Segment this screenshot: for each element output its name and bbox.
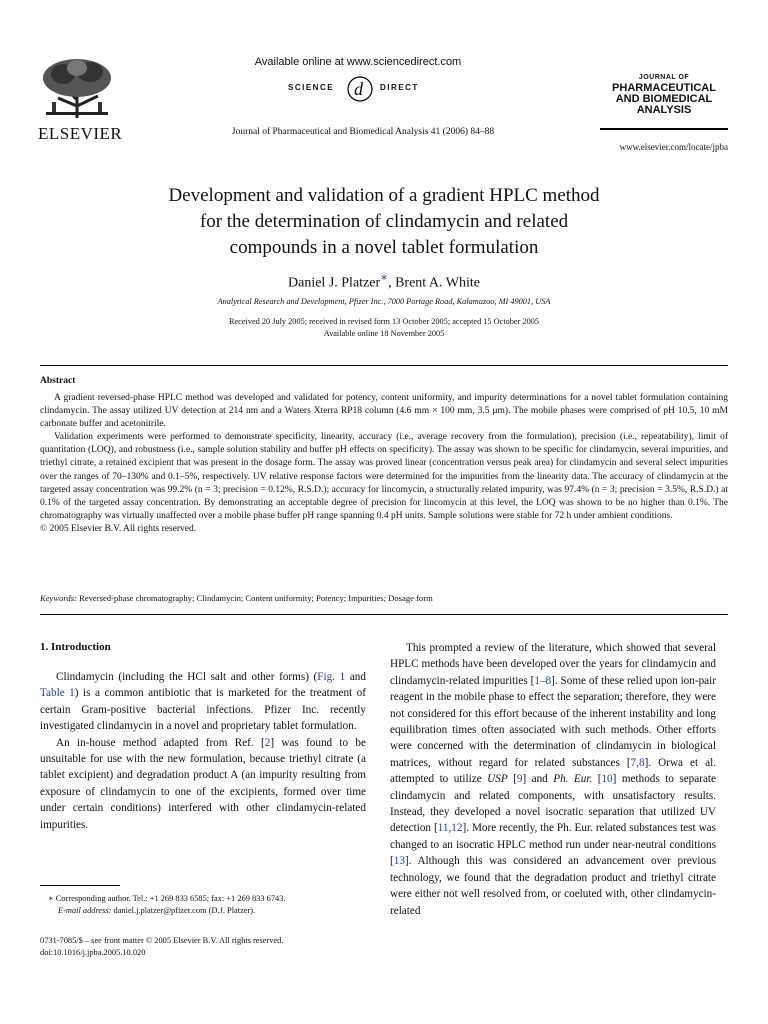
intro-p2-text-a: An in-house method adapted from Ref. [ [56,736,265,749]
ref-7-8-link[interactable]: 7,8 [630,756,645,769]
journal-name-line2: AND BIOMEDICAL [615,93,713,105]
issn-doi [40,935,370,959]
keywords-label: Keywords: [40,593,77,603]
sd-right-text: DIRECT [380,83,419,92]
article-title [60,183,708,261]
journal-name-rule [600,128,728,130]
ref-1-8-link[interactable]: 1–8 [534,674,552,687]
keywords-text: Reversed-phase chromatography; Clindamycin; Content uniformity; Potency; Impurities; Dosage form [79,593,433,603]
journal-name-line1: PHARMACEUTICAL [612,82,716,94]
abstract-paragraph-2: Validation experiments were performed to demonstrate specificity, linearity, accuracy (i.e., average recovery from the formulation), precision (i.e., repeatability), limit of quantitation (LOQ), and robustness (i.e., sample solution stability and buffer pH effects on specificity). The assay was shown to be specific for clindamycin, several impurities, and triethyl citrate, a retained excipient that was present in the dosage form. The assay was proved linear (concentration versus peak area) for clindamycin and several select impurities over the ranges of 70–130% and 0.1–5%, respectively. UV relative response factors were determined for the impurities from the linearity data. The accuracy of clindamycin at the targeted assay concentration was 99.2% (n = 3; precision = 0.12%, R.S.D.); accuracy for lincomycin, a structurally related impurity, was 97.4% (n = 3; precision = 3.5%, R.S.D.) at 0.1% of the targeted assay concentration. By demonstrating an acceptable degree of precision for lincomycin at this level, the LOQ was shown to be no higher than 0.1%. The chromatography was virtually unaffected over a mobile phase buffer pH range spanning 0.4 pH units. Sample solutions were stable for 72 h under ambient conditions. [40,432,728,521]
intro-paragraph-2 [40,735,366,833]
table-1-link[interactable]: Table 1 [40,687,75,700]
abstract-body [40,392,728,536]
ref-11-12-link[interactable]: 11,12 [437,822,463,835]
sciencedirect-d-icon [346,75,374,103]
c2-text-a: This prompted a review of the literature, which showed that several HPLC methods have been developed over the years for clindamycin and clindamycin-related impurities [ [390,642,716,687]
journal-name-block [600,72,728,116]
corresponding-author-note: ∗ Corresponding author. Tel.: +1 269 833 6585; fax: +1 269 833 6743. [48,894,286,903]
ref-10-link[interactable]: 10 [601,773,613,786]
c2-text-c: ]. Orwa et al. attempted to utilize [390,756,716,786]
email-note [48,905,368,917]
author-2: Brent A. White [395,275,480,291]
c2-text-h: ]. More recently, the Ph. Eur. related substances test was changed to an isocratic HPLC method run under near-neutral conditions [ [390,822,716,868]
received-dates: Received 20 July 2005; received in revised form 13 October 2005; accepted 15 October 2005 [228,317,540,326]
fig-1-link[interactable]: Fig. 1 [317,671,346,683]
affiliation: Analytical Research and Development, Pfizer Inc., 7000 Portage Road, Kalamazoo, MI 49001, USA [217,297,551,306]
column-2-text [390,640,716,919]
section-heading-introduction: 1. Introduction [40,641,111,653]
journal-name-top: JOURNAL OF [638,74,690,81]
title-line-2: for the determination of clindamycin and related [199,211,569,232]
abstract-paragraph-1: A gradient reversed-phase HPLC method was developed and validated for potency, content uniformity, and impurity determinations for a novel tablet formulation containing clindamycin. The assay utilized UV detection at 214 nm and a Waters Xterra RP18 column (4.6 mm × 100 mm, 3.5 μm). The mobile phases were comprised of pH 10.5, 10 mM carbonate buffer and acetonitrile. [40,393,728,430]
c2-text-e: ] and [522,773,554,786]
c2-text-f: [ [592,773,602,786]
email-label: E-mail address: [58,906,112,915]
abstract-copyright: © 2005 Elsevier B.V. All rights reserved. [40,523,197,534]
footnote [48,893,368,917]
column-1-text [40,669,366,833]
keywords-bottom-rule [40,614,728,615]
svg-text:d: d [354,79,363,99]
email-address[interactable]: daniel.j.platzer@pfizer.com (D.J. Platzer). [111,906,256,915]
intro-paragraph-1 [40,669,366,735]
corresponding-mark[interactable]: ∗ [380,271,389,284]
abstract-heading: Abstract [40,376,76,386]
keywords [40,593,728,603]
c2-text-g: ] methods to separate clindamycin and related components, with unsatisfactory results. Instead, they developed a novel isocratic separation that utilized UV detection [ [390,773,716,835]
intro-paragraph-3 [390,640,716,919]
ref-13-link[interactable]: 13 [393,855,405,868]
available-online: Available online at www.sciencedirect.com [254,56,462,68]
sd-left-text: SCIENCE [288,83,335,92]
c2-text-i: ]. Although this was considered an advancement over previous technology, we found that the degradation product and triethyl citrate were either not well resolved from, or coeluted with, other clindamycin-related [390,855,716,917]
authors [60,270,708,292]
abstract-top-rule [40,365,728,366]
journal-reference: Journal of Pharmaceutical and Biomedical Analysis 41 (2006) 84–88 [231,127,495,137]
author-1: Daniel J. Platzer [288,275,381,291]
ref-2-link[interactable]: 2 [264,736,271,749]
available-date: Available online 18 November 2005 [323,329,445,338]
c2-text-d: [ [507,773,517,786]
publisher-name: ELSEVIER [38,124,123,143]
doi-line[interactable]: doi:10.1016/j.jpba.2005.10.020 [40,948,146,957]
ref-9-link[interactable]: 9 [516,773,523,786]
issn-line: 0731-7085/$ – see front matter © 2005 Elsevier B.V. All rights reserved. [40,936,284,945]
intro-p2-text-b: ] was found to be unsuitable for use with the new formulation, because triethyl citrate (a tablet excipient) and degradation product A (an impurity resulting from exposure of clindamycin to one of the excipients, formed over time under certain conditions) interfered with other clindamycin-related impurities. [40,736,366,831]
c2-text-b: ]. Some of these relied upon ion-pair reagent in the mobile phase to effect the separation; therefore, they were not considered for this effort because of the inherent instability and long equilibration times often associated with such methods. Other efforts were concerned with the determination of clindamycin in biological matrices, without regard for related substances [ [390,674,716,769]
article-dates [60,316,708,340]
sciencedirect-logo [288,75,448,103]
c2-pheur: Ph. Eur. [553,773,593,786]
title-line-3: compounds in a novel tablet formulation [229,237,539,258]
intro-p1-text-c: ) is a common antibiotic that is marketed for the treatment of certain Gram-positive bacterial infections. Pfizer Inc. recently investigated clindamycin in a novel and proprietary tablet formulation. [40,687,366,733]
c2-usp: USP [487,773,508,786]
intro-p1-text-b: and [345,671,366,683]
title-line-1: Development and validation of a gradient HPLC method [168,185,600,206]
intro-p1-text-a: Clindamycin (including the HCl salt and other forms) ( [56,671,318,683]
author-separator: , [388,275,396,291]
journal-name-line3: ANALYSIS [636,104,692,116]
journal-url[interactable]: www.elsevier.com/locate/jpba [619,142,728,152]
footnote-rule [40,885,120,886]
